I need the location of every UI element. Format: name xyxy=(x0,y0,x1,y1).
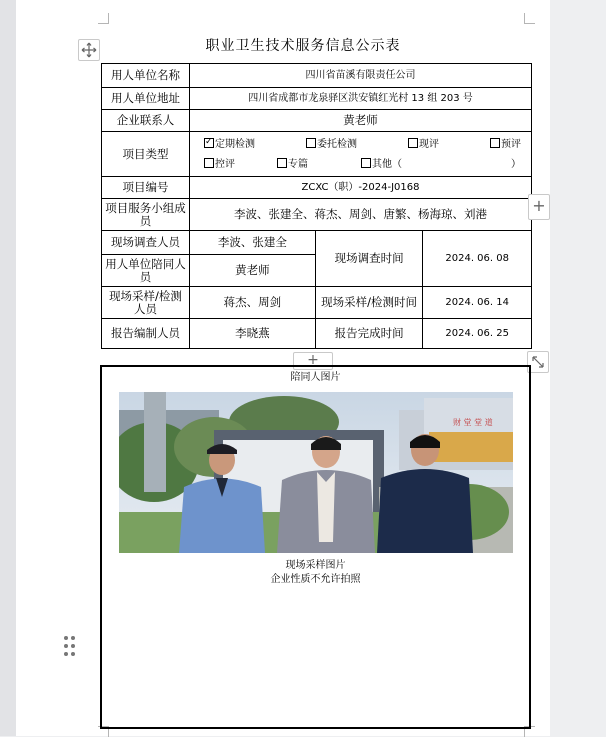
checkbox[interactable] xyxy=(490,138,500,148)
resize-icon xyxy=(531,355,545,369)
report-staff-label: 报告编制人员 xyxy=(102,319,190,349)
survey-time-value[interactable]: 2024. 06. 08 xyxy=(423,231,532,287)
employer-address-value[interactable]: 四川省成都市龙泉驿区洪安镇红光村 13 组 203 号 xyxy=(190,88,532,110)
contact-value[interactable]: 黄老师 xyxy=(190,110,532,132)
option-label: 委托检测 xyxy=(317,138,357,150)
info-table xyxy=(101,63,532,349)
photo-box xyxy=(100,365,531,729)
checkbox[interactable] xyxy=(277,158,287,168)
page-corner-mark xyxy=(524,13,535,24)
project-no-label: 项目编号 xyxy=(102,177,190,199)
option-control-eval[interactable] xyxy=(204,158,277,171)
no-photo-note: 企业性质不允许拍照 xyxy=(270,574,361,585)
option-label: 控评 xyxy=(215,158,235,170)
plus-icon: + xyxy=(532,196,546,215)
table-row xyxy=(102,110,532,132)
option-label: 专篇 xyxy=(288,158,308,170)
project-type-line xyxy=(190,154,531,174)
survey-staff-value[interactable]: 李波、张建全 xyxy=(190,231,316,255)
table-row xyxy=(102,64,532,88)
option-pre-eval[interactable] xyxy=(490,138,521,151)
table-row xyxy=(102,287,532,319)
project-type-line xyxy=(190,134,531,154)
project-no-value[interactable]: ZCXC（职）-2024-J0168 xyxy=(190,177,532,199)
option-special[interactable] xyxy=(277,158,361,171)
option-label: 现评 xyxy=(419,138,439,150)
option-other[interactable] xyxy=(361,158,511,171)
checkbox[interactable] xyxy=(408,138,418,148)
left-gutter xyxy=(0,0,16,736)
escort-photo-caption: 陪同人图片 xyxy=(290,372,341,383)
team-value[interactable]: 李波、张建全、蒋杰、周剑、唐繁、杨海琼、刘港 xyxy=(190,199,532,231)
option-label: 其他（ xyxy=(372,158,402,170)
survey-time-label: 现场调查时间 xyxy=(315,231,423,287)
add-column-button[interactable] xyxy=(528,194,550,220)
employer-name-label: 用人单位名称 xyxy=(102,64,190,88)
escort-value[interactable]: 黄老师 xyxy=(190,255,316,287)
employer-address-label: 用人单位地址 xyxy=(102,88,190,110)
sampling-time-label: 现场采样/检测时间 xyxy=(315,287,423,319)
escort-photo xyxy=(119,392,513,553)
team-label: 项目服务小组成员 xyxy=(102,199,190,231)
escort-label: 用人单位陪同人员 xyxy=(102,255,190,287)
table-row xyxy=(102,231,532,255)
option-other-close: ） xyxy=(511,158,521,170)
checkbox[interactable] xyxy=(306,138,316,148)
contact-label: 企业联系人 xyxy=(102,110,190,132)
sampling-time-value[interactable]: 2024. 06. 14 xyxy=(423,287,532,319)
checkbox-checked[interactable] xyxy=(204,138,214,148)
sampling-photo-caption: 现场采样图片 xyxy=(285,560,346,571)
report-time-label: 报告完成时间 xyxy=(315,319,423,349)
option-current-eval[interactable] xyxy=(408,138,439,151)
sampling-staff-label: 现场采样/检测人员 xyxy=(102,287,190,319)
checkbox[interactable] xyxy=(361,158,371,168)
project-type-options xyxy=(190,132,532,177)
survey-staff-label: 现场调查人员 xyxy=(102,231,190,255)
table-row xyxy=(102,319,532,349)
report-time-value[interactable]: 2024. 06. 25 xyxy=(423,319,532,349)
table-row xyxy=(102,177,532,199)
drag-dots-icon[interactable] xyxy=(64,636,78,658)
building-sign: 财 堂 堂 道 xyxy=(453,418,493,427)
page-corner-mark xyxy=(98,13,109,24)
table-row xyxy=(102,199,532,231)
plus-icon: + xyxy=(307,352,319,368)
option-label: 预评 xyxy=(501,138,521,150)
option-periodic[interactable] xyxy=(204,138,255,151)
sampling-staff-value[interactable]: 蒋杰、周剑 xyxy=(190,287,316,319)
report-staff-value[interactable]: 李晓燕 xyxy=(190,319,316,349)
table-row xyxy=(102,132,532,177)
document-title: 职业卫生技术服务信息公示表 xyxy=(205,38,401,54)
table-row xyxy=(102,88,532,110)
option-entrusted[interactable] xyxy=(306,138,357,151)
option-label: 定期检测 xyxy=(215,138,255,150)
project-type-label: 项目类型 xyxy=(102,132,190,177)
employer-name-value[interactable]: 四川省苗溪有限责任公司 xyxy=(190,64,532,88)
checkbox[interactable] xyxy=(204,158,214,168)
